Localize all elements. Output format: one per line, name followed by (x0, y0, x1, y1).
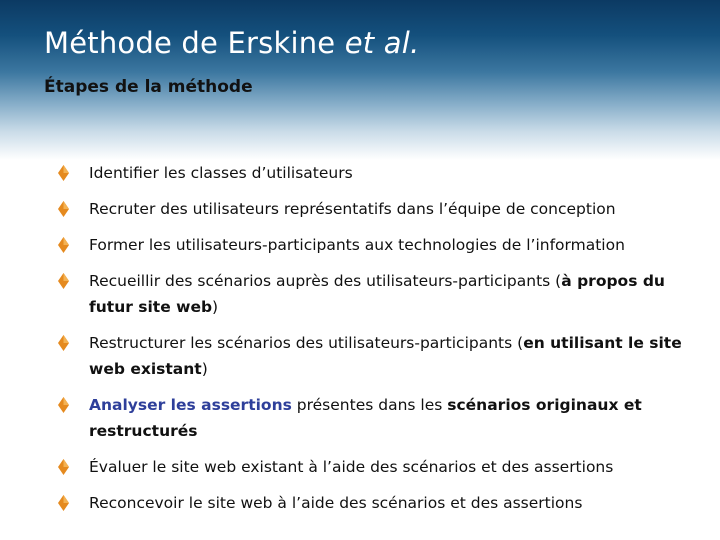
orange-diamond-bullet-icon (58, 397, 69, 413)
orange-diamond-bullet-icon (58, 237, 69, 253)
bullet-text: Recruter des utilisateurs représentatifs dans l’équipe de conception (89, 200, 616, 218)
bullet-text: présentes dans les (291, 396, 448, 414)
bullet-text: Identifier les classes d’utilisateurs (89, 164, 353, 182)
orange-diamond-bullet-icon (58, 165, 69, 181)
slide-subtitle: Étapes de la méthode (44, 77, 253, 97)
slide-title (44, 26, 419, 60)
bullet-emphasis: en utilisant le site web existant (89, 334, 682, 378)
bullet-text-end: ) (201, 360, 208, 378)
bullet-item (58, 232, 708, 258)
bullet-text: Évaluer le site web existant à l’aide des scénarios et des assertions (89, 458, 614, 476)
orange-diamond-bullet-icon (58, 459, 69, 475)
bullet-item (58, 490, 708, 516)
orange-diamond-bullet-icon (58, 273, 69, 289)
bullet-item (58, 330, 708, 382)
bullet-highlight: Analyser les assertions (89, 396, 292, 414)
bullet-text-end: ) (212, 298, 219, 316)
bullet-item (58, 268, 708, 320)
bullet-item (58, 160, 708, 186)
bullet-text: Recueillir des scénarios auprès des utilisateurs-participants ( (89, 272, 562, 290)
bullet-item (58, 196, 708, 222)
bullet-text: Former les utilisateurs-participants aux technologies de l’information (89, 236, 625, 254)
bullet-text: Reconcevoir le site web à l’aide des scénarios et des assertions (89, 494, 583, 512)
title-italic: et al. (344, 26, 420, 60)
bullet-emphasis: à propos du futur site web (89, 272, 665, 316)
orange-diamond-bullet-icon (58, 335, 69, 351)
bullet-item (58, 392, 708, 444)
bullet-item (58, 454, 708, 480)
title-main: Méthode de Erskine (44, 26, 345, 60)
orange-diamond-bullet-icon (58, 201, 69, 217)
bullet-emphasis: scénarios originaux et restructurés (89, 396, 642, 440)
bullet-text: Restructurer les scénarios des utilisateurs-participants ( (89, 334, 524, 352)
orange-diamond-bullet-icon (58, 495, 69, 511)
bullet-list (58, 160, 708, 526)
